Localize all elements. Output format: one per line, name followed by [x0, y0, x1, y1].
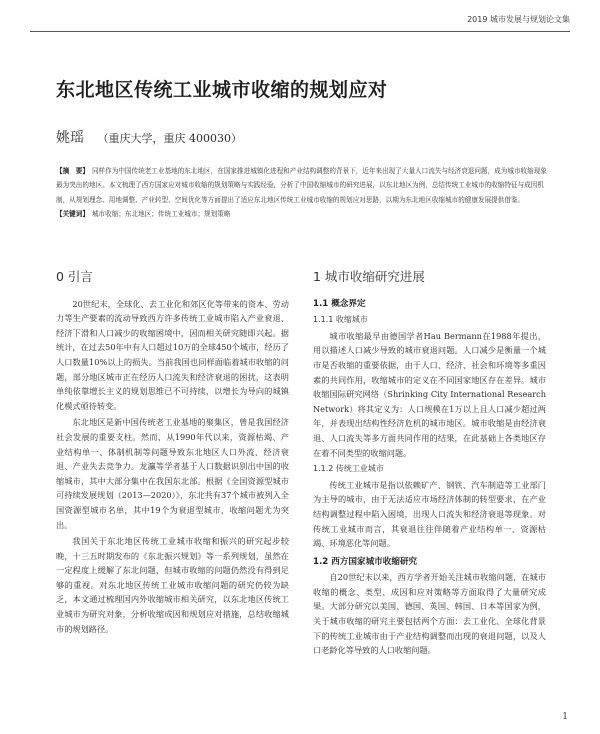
- page-number: 1: [562, 712, 568, 722]
- running-head: 2019 城市发展与规划论文集: [467, 15, 570, 24]
- subsubsection-heading: 1.1.1 收缩城市: [313, 315, 368, 325]
- abstract-block: [56, 164, 552, 222]
- body-paragraph: 城市收缩最早由德国学者Hau Bermann在1988年提出，用以描述人口减少导致的城市衰退问题。人口减少是衡量一个城市是否收缩的重要依据，由于人口、经济、社会和环境等多重因素的共同作用，收缩城市的定义在不同国家地区存在差异。城市收缩国际研究网络（Shrinking City International Research Network）将其定义为：人口规模在1万以上且人口减少超过两年，并表现出结构性经济危机的城市地区。城市收缩是由经济衰退、人口流失等多方面共同作用的结果，在此基础上各类地区存在着不同类型的收缩问题。: [313, 330, 546, 458]
- keywords-text: 城市收缩；东北地区；传统工业城市；规划策略: [91, 210, 231, 219]
- subsubsection-heading: 1.1.2 传统工业城市: [313, 464, 384, 474]
- keywords-label: 【关键词】: [56, 210, 89, 219]
- header-rule: [30, 31, 570, 32]
- keywords-paragraph: [56, 207, 552, 221]
- abstract-paragraph: [56, 164, 552, 207]
- subsection-heading: 1.2 西方国家城市收缩研究: [313, 556, 418, 567]
- abstract-label: 【摘 要】: [56, 167, 89, 175]
- subsection-heading: 1.1 概念界定: [313, 298, 366, 309]
- article-title: 东北地区传统工业城市收缩的规划应对: [56, 79, 388, 101]
- body-paragraph: 东北地区是新中国传统老工业基地的聚集区，曾是我国经济社会发展的重要支柱。然而，从1990年代以来，资源枯竭、产业结构单一、体制机制等问题导致东北地区人口外流、经济衰退、产业失去竞争力。龙瀛等学者基于人口数据识别出中国的收缩城市，其中大部分集中在我国东北部。根据《全国资源型城市可持续发展规划（2013—2020）》，东北共有37个城市被列入全国资源型城市名单，其中19个为衰退型城市，收缩问题尤为突出。: [56, 417, 289, 530]
- left-column: [56, 270, 289, 638]
- author-affiliation: （重庆大学，重庆 400030）: [97, 132, 242, 145]
- right-column: [313, 270, 546, 660]
- section-heading-introduction: 0 引言: [56, 269, 93, 284]
- abstract-text: 同样作为中国传统老工业基地的东北地区，在国家推进城镇化进程和产业结构调整的背景下，近年来出现了大量人口流失与经济衰退问题，成为城市收缩现象最为突出的地区。本文梳理了西方国家应对城市收缩的规划策略与实践经验，分析了中国收缩城市的研究进展，以东北地区为例，总结传统工业城市的收缩特征与成因机制，从规划理念、用地调整、产业转型、空间优化等方面提出了适应东北地区传统工业城市收缩的规划应对思路，以期为东北地区收缩城市的健康发展提供借鉴。: [56, 167, 547, 204]
- section-heading-research-progress: 1 城市收缩研究进展: [313, 269, 425, 284]
- body-paragraph: 自20世纪末以来，西方学者开始关注城市收缩问题，在城市收缩的概念、类型、成因和应对策略等方面取得了大量研究成果。大部分研究以美国、德国、英国、韩国、日本等国家为例，关于城市收缩的研究主要包括两个方面：去工业化、全球化背景下的传统工业城市由于产业结构调整而出现的衰退问题，以及人口老龄化等导致的人口收缩问题。: [313, 572, 546, 656]
- body-paragraph: 传统工业城市是指以依赖矿产、钢铁、汽车制造等工业部门为主导的城市，由于无法适应市场经济体制的转型要求，在产业结构调整过程中陷入困境，出现人口流失和经济衰退等现象。对传统工业城市而言，其衰退往往伴随着产业结构单一、资源枯竭、环境恶化等问题。: [313, 479, 546, 549]
- author-name: 姚瑶: [56, 130, 84, 146]
- byline: [56, 127, 242, 147]
- body-paragraph: 我国关于东北地区传统工业城市收缩和振兴的研究起步较晚，十三五时期发布的《东北振兴规划》等一系列规划，虽然在一定程度上缓解了东北问题，但城市收缩的问题仍然没有得到足够的重视。对东北地区传统工业城市收缩问题的研究仍较为缺乏，本文通过梳理国内外收缩城市相关研究，以东北地区传统工业城市为研究对象，分析收缩成因和规划应对措施，总结收缩城市的规划路径。: [56, 536, 289, 634]
- body-paragraph: 20世纪末，全球化、去工业化和郊区化等带来的资本、劳动力等生产要素的流动导致西方许多传统工业城市陷入产业衰退、经济下滑和人口减少的收缩困境中，因而相关研究随即兴起。据统计，在过去50年中有人口超过10万的全球450个城市，经历了人口数量10%以上的损失。当前我国也同样面临着城市收缩的问题，部分地区城市正在经历人口流失和经济衰退的困扰，这表明单纯依靠增长主义的规划思维已不可持续，以增长为导向的城镇化模式亟待转变。: [56, 298, 289, 411]
